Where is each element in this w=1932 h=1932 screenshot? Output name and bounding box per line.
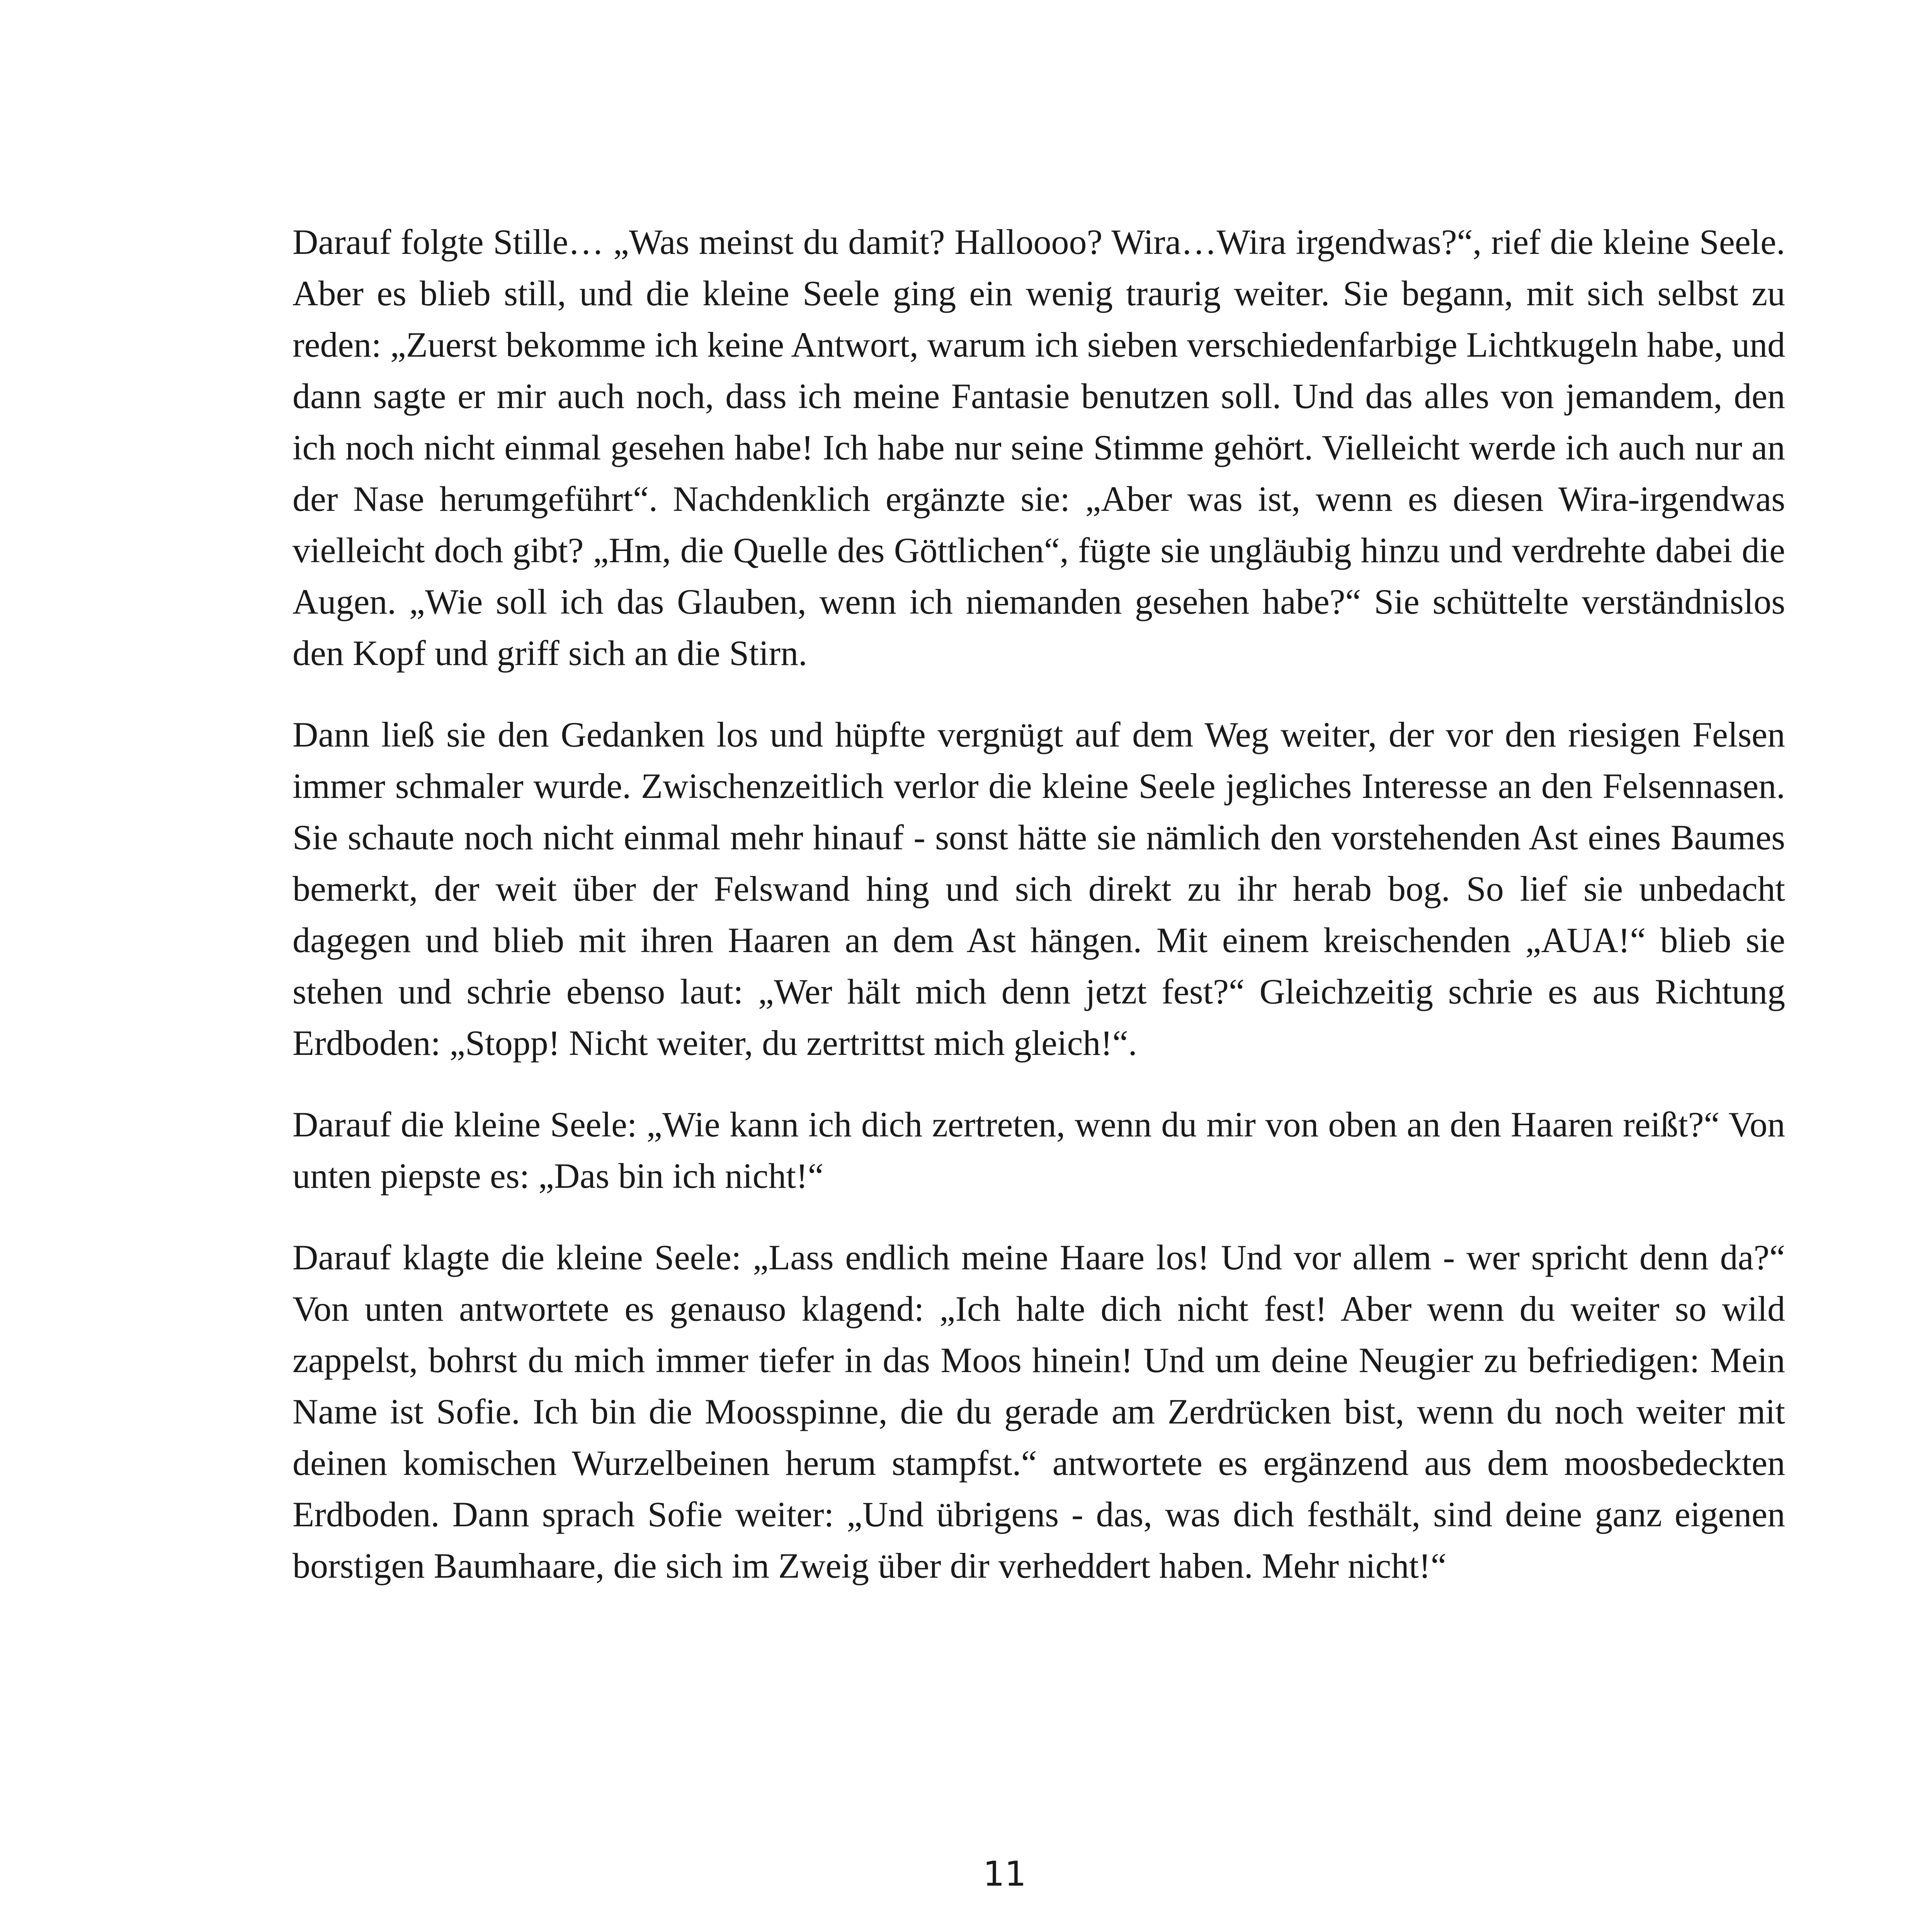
- page-number: 11: [983, 1854, 1026, 1894]
- paragraph-2: Dann ließ sie den Gedanken los und hüpfte vergnügt auf dem Weg weiter, der vor den riesigen Felsen immer schmaler wurde. Zwischenzeitlich verlor die kleine Seele jegliches Interesse an den Felsennasen. Sie schaute noch nicht einmal mehr hinauf - sonst hätte sie nämlich den vorstehenden Ast eines Baumes bemerkt, der weit über der Felswand hing und sich direkt zu ihr herab bog. So lief sie unbedacht dagegen und blieb mit ihren Haaren an dem Ast hängen. Mit einem kreischenden „AUA!“ blieb sie stehen und schrie ebenso laut: „Wer hält mich denn jetzt fest?“ Gleichzeitig schrie es aus Richtung Erdboden: „Stopp! Nicht weiter, du zertrittst mich gleich!“.: [293, 715, 1785, 1063]
- paragraph-1: Darauf folgte Stille… „Was meinst du damit? Halloooo? Wira…Wira irgendwas?“, rief die kleine Seele. Aber es blieb still, und die kleine Seele ging ein wenig traurig weiter. Sie begann, mit sich selbst zu reden: „Zuerst bekomme ich keine Antwort, warum ich sieben verschiedenfarbige Lichtkugeln habe, und dann sagte er mir auch noch, dass ich meine Fantasie benutzen soll. Und das alles von jemandem, den ich noch nicht einmal gesehen habe! Ich habe nur seine Stimme gehört. Vielleicht werde ich auch nur an der Nase herumgeführt“. Nachdenklich ergänzte sie: „Aber was ist, wenn es diesen Wira-irgendwas vielleicht doch gibt? „Hm, die Quelle des Göttlichen“, fügte sie ungläubig hinzu und verdrehte dabei die Augen. „Wie soll ich das Glauben, wenn ich niemanden gesehen habe?“ Sie schüttelte verständnislos den Kopf und griff sich an die Stirn.: [293, 222, 1785, 673]
- body-text: [293, 216, 1785, 1622]
- paragraph-3: Darauf die kleine Seele: „Wie kann ich dich zertreten, wenn du mir von oben an den Haaren reißt?“ Von unten piepste es: „Das bin ich nicht!“: [293, 1105, 1785, 1196]
- paragraph-4: Darauf klagte die kleine Seele: „Lass endlich meine Haare los! Und vor allem - wer spricht denn da?“ Von unten antwortete es genauso klagend: „Ich halte dich nicht fest! Aber wenn du weiter so wild zappelst, bohrst du mich immer tiefer in das Moos hinein! Und um deine Neugier zu befriedigen: Mein Name ist Sofie. Ich bin die Moosspinne, die du gerade am Zerdrücken bist, wenn du noch weiter mit deinen komischen Wurzelbeinen herum stampfst.“ antwortete es ergänzend aus dem moosbedeckten Erdboden. Dann sprach Sofie weiter: „Und übrigens - das, was dich festhält, sind deine ganz eigenen borstigen Baumhaare, die sich im Zweig über dir verheddert haben. Mehr nicht!“: [293, 1238, 1785, 1585]
